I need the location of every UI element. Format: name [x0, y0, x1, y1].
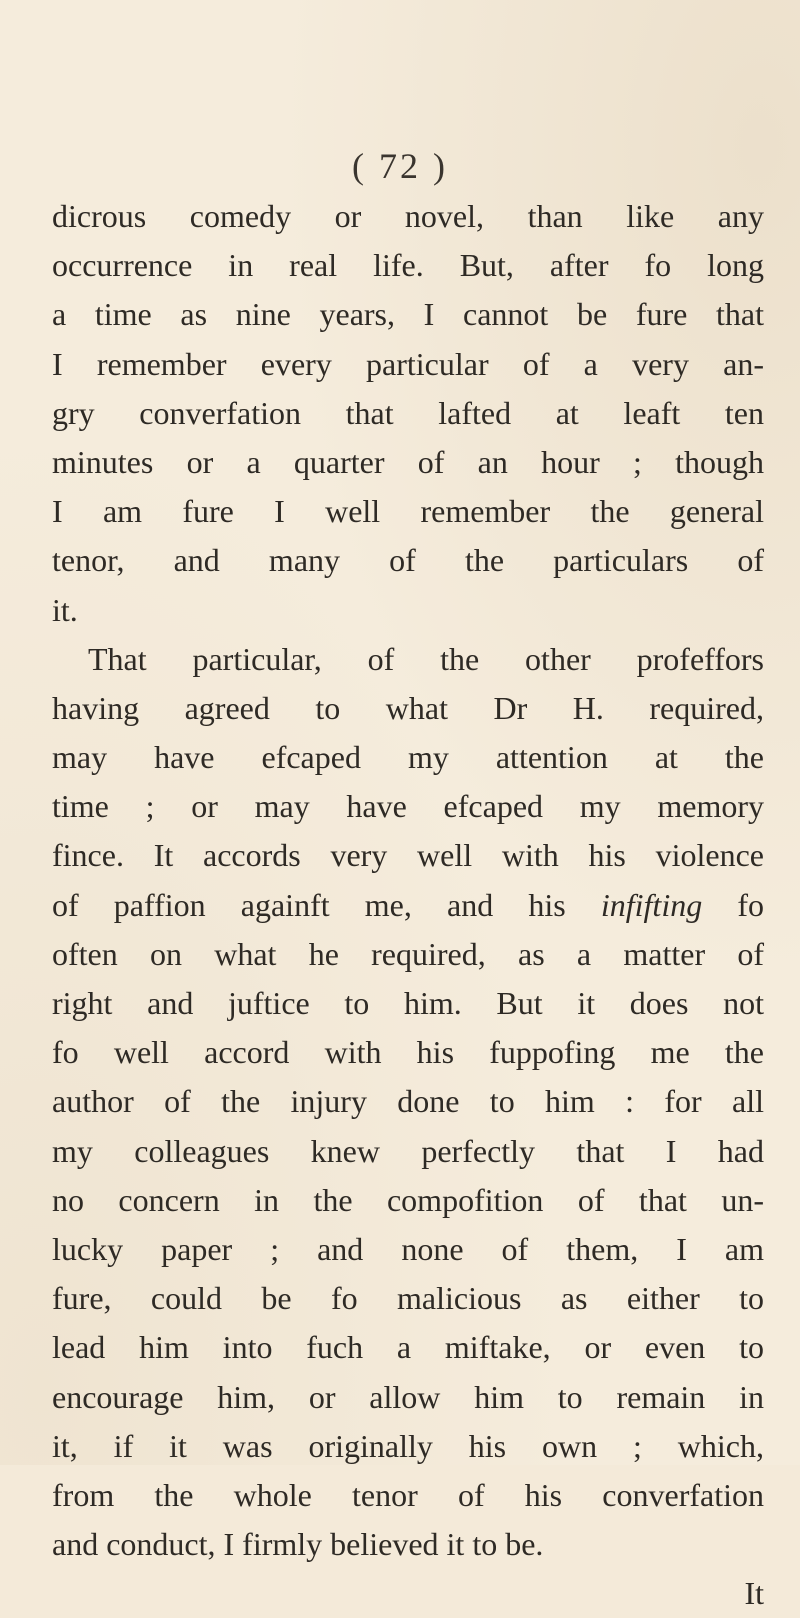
text-line: it. [52, 591, 78, 628]
text-line: encourage him, or allow him to remain in [52, 1378, 764, 1415]
text-line-with-italic [52, 881, 764, 930]
italic-word: infifting [600, 886, 703, 923]
text-line: fo well accord with his fuppofing me the [52, 1034, 764, 1071]
text-line: a time as nine years, I cannot be fure that [52, 296, 764, 333]
text-line: gry converfation that lafted at leaft ten [52, 394, 764, 431]
text-line: author of the injury done to him : for all [52, 1083, 764, 1120]
text-line: I am fure I well remember the general [52, 493, 764, 530]
text-line: time ; or may have efcaped my memory [52, 788, 764, 825]
text-line: having agreed to what Dr H. required, [52, 689, 764, 726]
text-line: my colleagues knew perfectly that I had [52, 1132, 764, 1169]
body-text [52, 192, 764, 1618]
catchword: It [744, 1575, 764, 1612]
text-line: dicrous comedy or novel, than like any [52, 198, 764, 234]
text-line: often on what he required, as a matter of [52, 935, 764, 972]
text-line: That particular, of the other profeffors [88, 640, 764, 677]
text-line: occurrence in real life. But, after fo long [52, 247, 764, 284]
text-line: right and juftice to him. But it does not [52, 985, 764, 1021]
text-line: fure, could be fo malicious as either to [52, 1280, 764, 1317]
text-line: and conduct, I firmly believed it to be. [52, 1526, 544, 1563]
text-line: I remember every particular of a very an- [52, 345, 764, 382]
text-line: minutes or a quarter of an hour ; though [52, 443, 764, 480]
page-number: ( 72 ) [352, 146, 448, 186]
text-line: lead him into fuch a miftake, or even to [52, 1329, 764, 1366]
text-segment: fo [702, 886, 765, 923]
text-line: no concern in the compofition of that un- [52, 1181, 764, 1218]
text-line: from the whole tenor of his converfation [52, 1476, 764, 1513]
text-line: tenor, and many of the particulars of [52, 542, 764, 579]
text-line: fince. It accords very well with his violence [52, 837, 764, 874]
text-line: may have efcaped my attention at the [52, 739, 764, 776]
text-segment: of paffion againft me, and his [52, 886, 601, 923]
text-line: it, if it was originally his own ; which, [52, 1427, 764, 1464]
text-line: lucky paper ; and none of them, I am [52, 1230, 764, 1267]
